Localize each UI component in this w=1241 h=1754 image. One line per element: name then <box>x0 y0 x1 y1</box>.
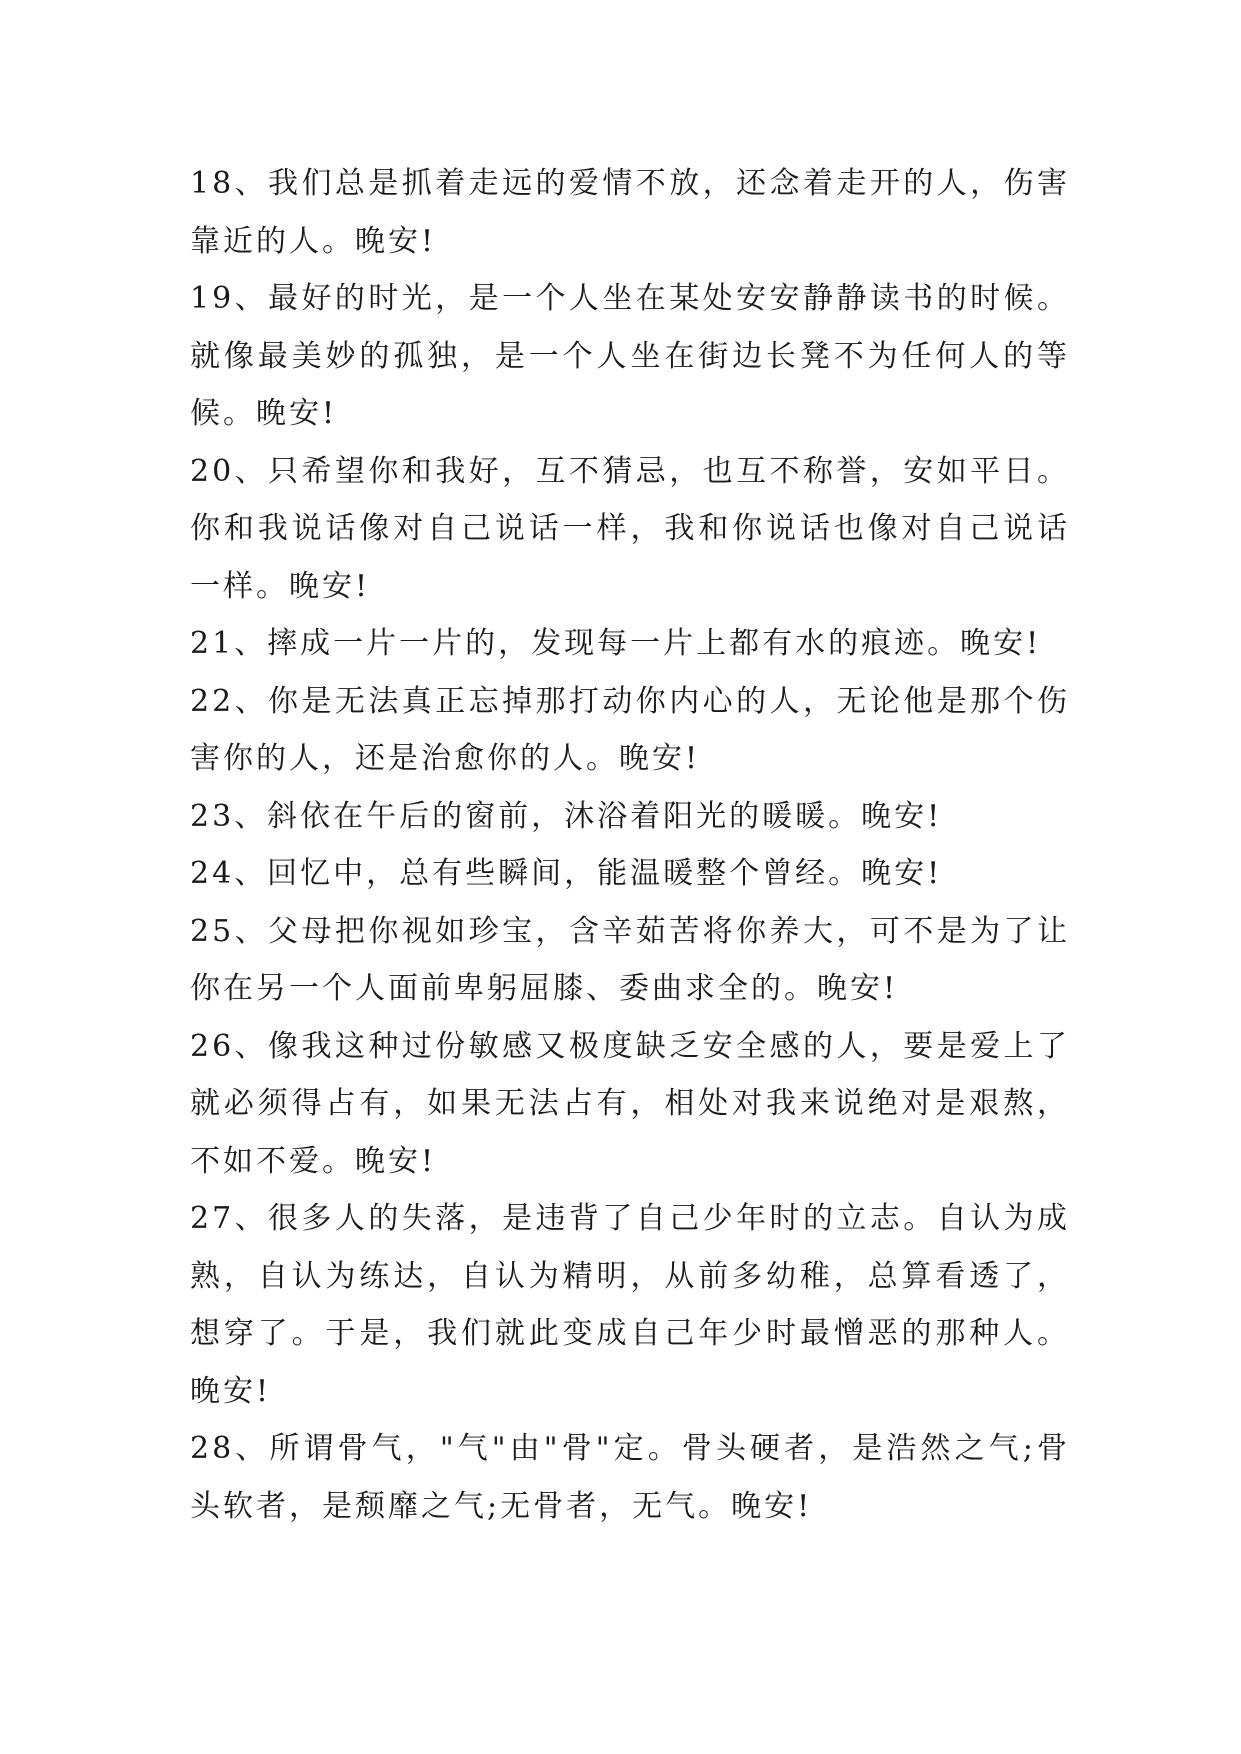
paragraph-22: 22、你是无法真正忘掉那打动你内心的人，无论他是那个伤害你的人，还是治愈你的人。晚安! <box>190 683 1070 776</box>
paragraph-23: 23、斜依在午后的窗前，沐浴着阳光的暖暖。晚安! <box>190 798 943 834</box>
paragraph-25: 25、父母把你视如珍宝，含辛茹苦将你养大，可不是为了让你在另一个人面前卑躬屈膝、委曲求全的。晚安! <box>190 913 1070 1006</box>
paragraph-26: 26、像我这种过份敏感又极度缺乏安全感的人，要是爱上了就必须得占有，如果无法占有，相处对我来说绝对是艰熬，不如不爱。晚安! <box>190 1028 1070 1179</box>
paragraph-20: 20、只希望你和我好，互不猜忌，也互不称誉，安如平日。你和我说话像对自己说话一样，我和你说话也像对自己说话一样。晚安! <box>190 453 1070 604</box>
paragraph-21: 21、摔成一片一片的，发现每一片上都有水的痕迹。晚安! <box>190 626 1042 661</box>
paragraph-18: 18、我们总是抓着走远的爱情不放，还念着走开的人，伤害靠近的人。晚安! <box>190 166 1070 259</box>
document-body <box>190 155 1070 1535</box>
paragraph-24: 24、回忆中，总有些瞬间，能温暖整个曾经。晚安! <box>190 856 943 891</box>
paragraph-27: 27、很多人的失落，是违背了自己少年时的立志。自认为成熟，自认为练达，自认为精明，从前多幼稚，总算看透了，想穿了。于是，我们就此变成自己年少时最憎恶的那种人。晚安! <box>190 1201 1070 1409</box>
paragraph-19: 19、最好的时光，是一个人坐在某处安安静静读书的时候。就像最美妙的孤独，是一个人坐在街边长凳不为任何人的等候。晚安! <box>190 281 1070 431</box>
paragraph-28: 28、所谓骨气，"气"由"骨"定。骨头硬者，是浩然之气;骨头软者，是颓靡之气;无骨者，无气。晚安! <box>190 1431 1070 1524</box>
